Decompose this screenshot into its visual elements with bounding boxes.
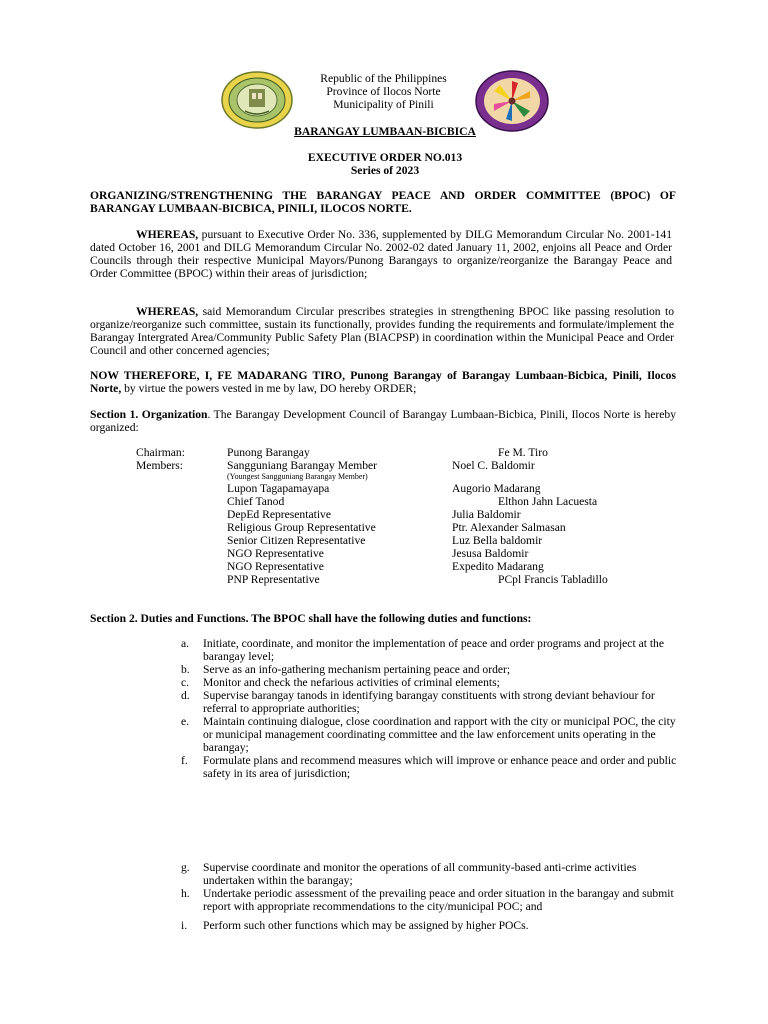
duty-text: Initiate, coordinate, and monitor the implementation of peace and order programs and project at the barangay level;	[203, 637, 665, 663]
members-label: Members:	[136, 459, 184, 472]
member-row	[136, 482, 736, 495]
member-row	[136, 495, 736, 508]
letterhead	[296, 72, 471, 111]
member-role: Chief Tanod	[227, 495, 285, 508]
member-role: NGO Representative	[227, 547, 324, 560]
member-name: Expedito Madarang	[452, 560, 544, 573]
whereas-text: said Memorandum Circular prescribes strategies in strengthening BPOC like passing resolution to organize/reorganize such committee, sustain its functionally, provides funding the requirements and formulate/implement the Barangay Intergrated Area/Community Public Safety Plan (BIACPSP) in coordination within the Municipal Peace and Order Council and other concerned agencies;	[90, 305, 674, 357]
duty-text: Maintain continuing dialogue, close coordination and rapport with the city or municipal POC, the city or municipal management coordinating committee and the law enforcement units operating in the barangay;	[203, 715, 676, 754]
duty-text: Supervise coordinate and monitor the operations of all community-based anti-crime activities undertaken within the barangay;	[203, 861, 637, 887]
whereas-text: pursuant to Executive Order No. 336, supplemented by DILG Memorandum Circular No. 2001-141 dated October 16, 2001 and DILG Memorandum Circular No. 2002-02 dated January 11, 2002, enjoins all Peace and Order Councils through their respective Municipal Mayors/Punong Barangays to organize/reorganize the Barangay Peace and Order Committee (BPOC) within their areas of jurisdiction;	[90, 228, 672, 280]
whereas-clause-2	[90, 305, 674, 357]
executive-order-series: Series of 2023	[350, 164, 420, 177]
member-name: Luz Bella baldomir	[452, 534, 543, 547]
member-row	[136, 573, 736, 586]
duty-text: Monitor and check the nefarious activities of criminal elements;	[203, 676, 500, 689]
duty-letter: e.	[181, 715, 190, 728]
barangay-name: BARANGAY LUMBAAN-BICBICA	[294, 125, 476, 138]
member-row	[136, 508, 736, 521]
member-name: Elthon Jahn Lacuesta	[498, 495, 598, 508]
member-role: Senior Citizen Representative	[227, 534, 366, 547]
letterhead-country: Republic of the Philippines	[320, 72, 447, 85]
whereas-lead: WHEREAS,	[136, 228, 199, 241]
member-role: Punong Barangay	[227, 446, 310, 459]
member-row	[136, 560, 736, 573]
letterhead-province: Province of Ilocos Norte	[326, 85, 441, 98]
member-name: Julia Baldomir	[452, 508, 521, 521]
member-name: Fe M. Tiro	[498, 446, 548, 459]
member-name: Jesusa Baldomir	[452, 547, 529, 560]
whereas-lead: WHEREAS,	[136, 305, 199, 318]
section-1-text: . The Barangay Development Council of Barangay Lumbaan-Bicbica, Pinili, Ilocos Norte is hereby organized:	[90, 408, 676, 434]
duty-letter: f.	[181, 754, 188, 767]
section-1-organization	[90, 408, 676, 434]
duty-letter: a.	[181, 637, 190, 650]
order-subject: ORGANIZING/STRENGTHENING THE BARANGAY PEACE AND ORDER COMMITTEE (BPOC) OF BARANGAY LUMBAAN-BICBICA, PINILI, ILOCOS NORTE.	[90, 189, 676, 215]
member-role: PNP Representative	[227, 573, 320, 586]
member-name: Noel C. Baldomir	[452, 459, 535, 472]
youngest-member-note: (Youngest Sangguniang Barangay Member)	[227, 472, 368, 481]
member-name: Augorio Madarang	[452, 482, 541, 495]
duty-letter: d.	[181, 689, 190, 702]
therefore-text: by virtue the powers vested in me by law, DO hereby ORDER;	[121, 382, 417, 395]
member-row	[136, 521, 736, 534]
duties-list	[181, 637, 681, 937]
member-name: PCpl Francis Tabladillo	[498, 573, 608, 586]
member-role: DepEd Representative	[227, 508, 331, 521]
duty-text: Formulate plans and recommend measures which will improve or enhance peace and order and public safety in its area of jurisdiction;	[203, 754, 677, 780]
whereas-clause-1	[90, 228, 672, 280]
duty-letter: g.	[181, 861, 190, 874]
duty-letter: b.	[181, 663, 190, 676]
member-role: NGO Representative	[227, 560, 324, 573]
duty-letter: i.	[181, 919, 188, 932]
duty-text: Supervise barangay tanods in identifying barangay constituents with strong deviant behaviour for referral to appropriate authorities;	[203, 689, 655, 715]
member-row	[136, 459, 736, 472]
chairman-label: Chairman:	[136, 446, 185, 459]
member-role: Sangguniang Barangay Member	[227, 459, 378, 472]
therefore-lead: NOW THEREFORE, I, FE MADARANG TIRO, Punong Barangay of Barangay Lumbaan-Bicbica, Pinili, Ilocos Norte,	[90, 369, 676, 395]
duty-letter: c.	[181, 676, 190, 689]
member-name: Ptr. Alexander Salmasan	[452, 521, 566, 534]
member-role: Lupon Tagapamayapa	[227, 482, 330, 495]
duty-letter: h.	[181, 887, 190, 900]
letterhead-municipality: Municipality of Pinili	[333, 98, 434, 111]
now-therefore-clause	[90, 369, 676, 395]
member-row	[136, 534, 736, 547]
duty-text: Serve as an info-gathering mechanism pertaining peace and order;	[203, 663, 511, 676]
duty-text: Perform such other functions which may be assigned by higher POCs.	[203, 919, 529, 932]
municipal-seal-icon	[221, 71, 293, 129]
barangay-seal-icon	[474, 69, 550, 133]
member-row	[136, 547, 736, 560]
executive-order-title: EXECUTIVE ORDER NO.013	[307, 151, 463, 164]
member-row	[136, 446, 736, 459]
duty-text: Undertake periodic assessment of the prevailing peace and order situation in the barangay and submit report with appropriate recommendations to the city/municipal POC; and	[203, 887, 674, 913]
committee-members-table	[136, 446, 736, 586]
member-role: Religious Group Representative	[227, 521, 376, 534]
section-2-heading: Section 2. Duties and Functions. The BPOC shall have the following duties and functions:	[90, 612, 532, 625]
section-1-heading: Section 1. Organization	[90, 408, 208, 421]
